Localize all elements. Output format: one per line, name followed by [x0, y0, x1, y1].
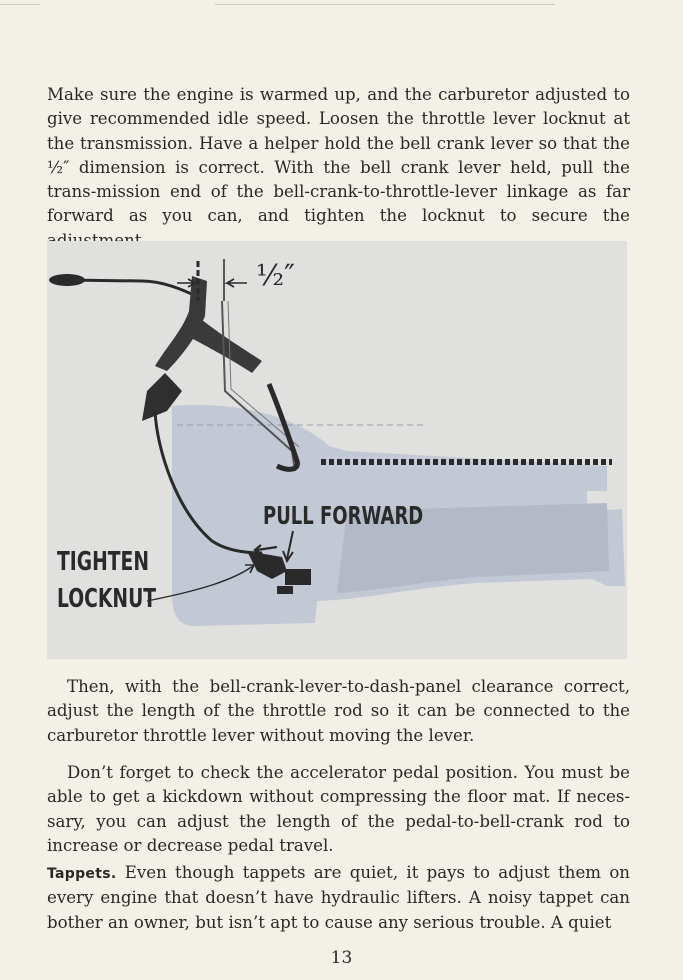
tappets-heading: Tappets. [47, 866, 117, 882]
linkage-illustration [47, 241, 627, 659]
page-number: 13 [330, 948, 353, 968]
paragraph-accelerator: Don’t forget to check the accelerator pedal position. You must be able to get a kickdown without compressing the floor mat. If neces-sary, you can adjust the length of the pedal-to-bell-crank rod to increase or decrease pedal travel. [47, 763, 630, 855]
half-inch-dimension-label: ½″ [256, 258, 295, 292]
paragraph-intro: Make sure the engine is warmed up, and the carburetor adjusted to give recommended idle speed. Loosen the throttle lever locknut at the transmission. Have a helper hold the bell crank lever so that the ½″ dimension is correct. With the bell crank lever held, pull the trans-mission end of the bell-crank-to-throttle-lever linkage as far forward as you can, and tighten the locknut to secure the [47, 85, 630, 226]
locknut-label: LOCKNUT [57, 584, 157, 614]
tighten-label: TIGHTEN [57, 547, 149, 577]
page-top-rule [215, 4, 555, 5]
locknut [285, 569, 311, 585]
paragraph-tappets [47, 861, 630, 935]
page-edge-mark [0, 4, 40, 5]
tappets-text: Even though tappets are quiet, it pays to adjust them on every engine that doesn’t have hydraulic lifters. A noisy tappet can bother an owner, but isn’t apt to cause any serious trouble. A quiet [47, 863, 630, 932]
dim-arrow-right [227, 279, 247, 287]
pull-forward-label: PULL FORWARD [263, 501, 424, 530]
locknut-stud [277, 586, 293, 594]
paragraph-throttle-rod: Then, with the bell-crank-lever-to-dash-panel clearance correct, adjust the length of the throttle rod so it can be connected to the carburetor throttle lever without moving the lever. [47, 677, 630, 745]
